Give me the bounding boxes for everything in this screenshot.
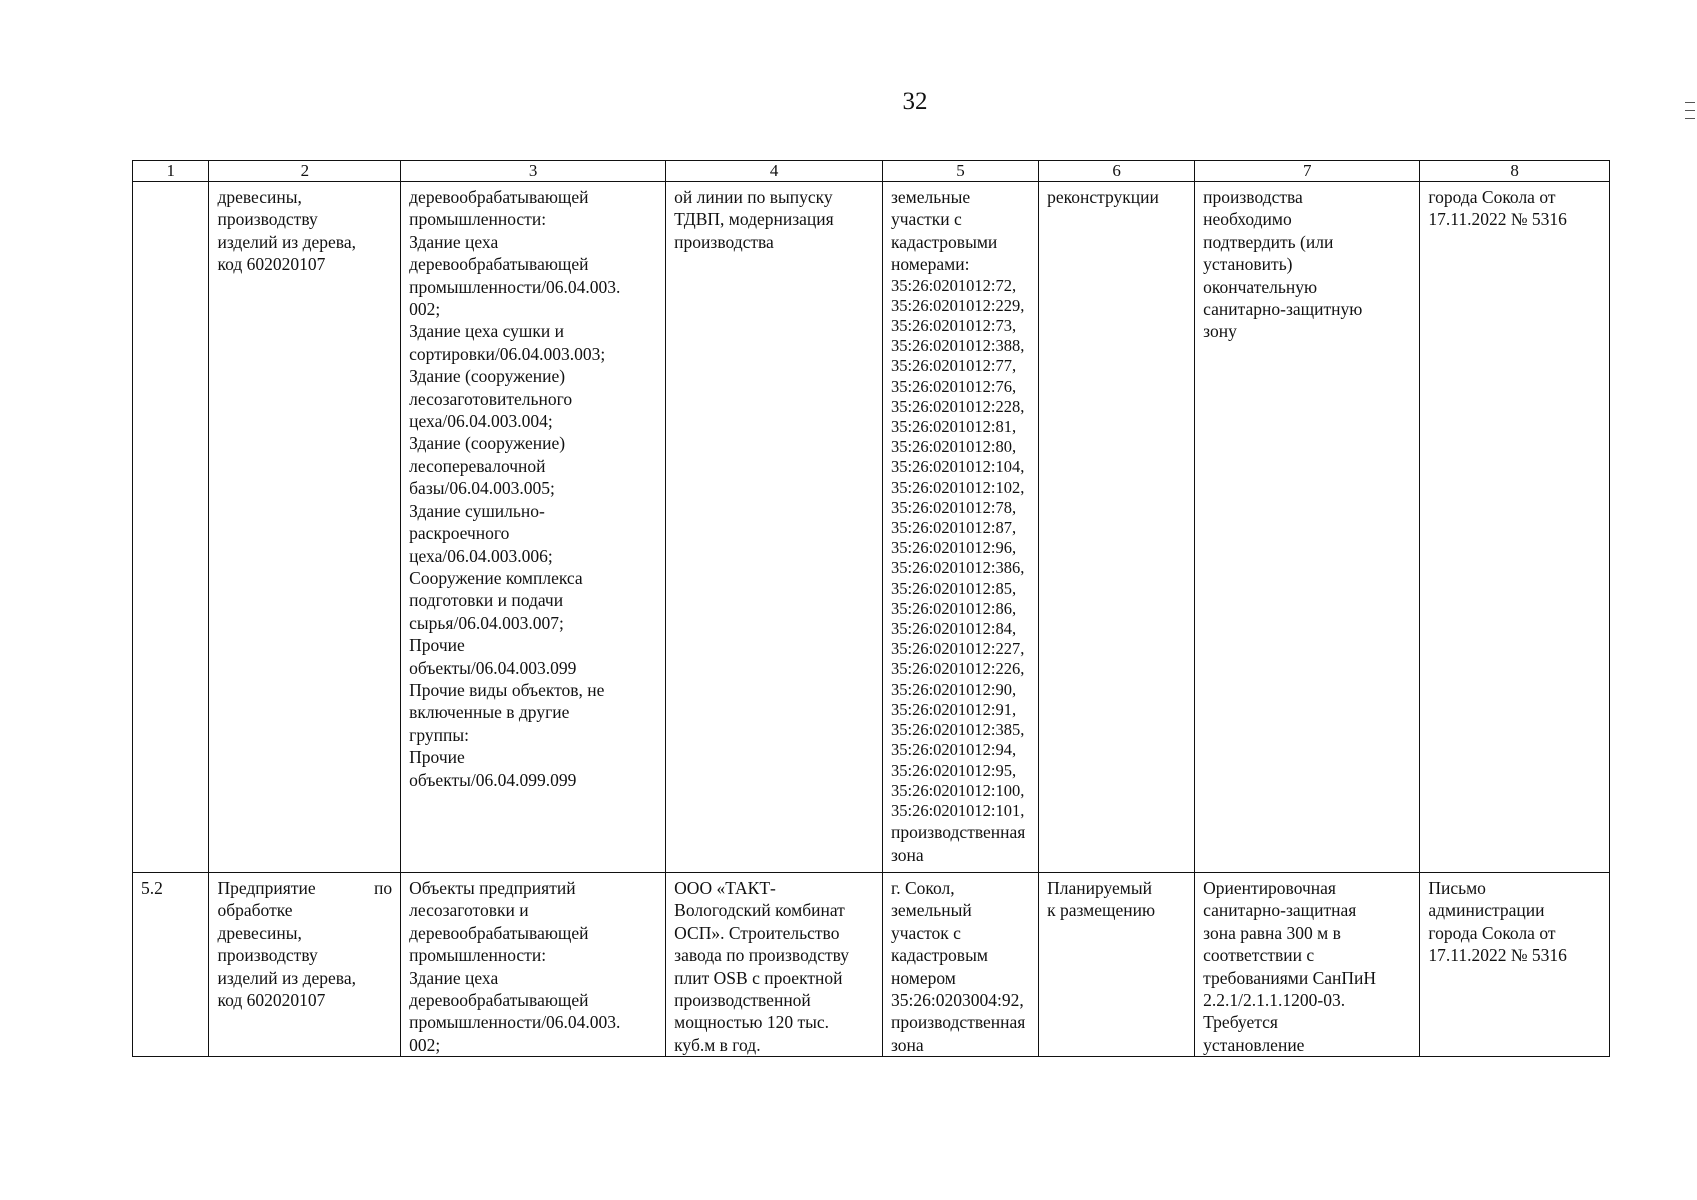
margin-mark [1685, 102, 1695, 126]
text-line: деревообрабатывающей [409, 254, 589, 275]
text-line: производства [674, 231, 774, 252]
location-intro [891, 186, 1030, 276]
text-line: Прочие виды объектов, не [409, 679, 605, 700]
text-line: 35:26:0201012:226, [891, 659, 1025, 679]
cell-status [1039, 182, 1195, 873]
text-line: 35:26:0201012:87, [891, 518, 1017, 538]
text-line: производства [1203, 187, 1303, 207]
text-line: 35:26:0201012:85, [891, 578, 1017, 598]
text-line: цеха/06.04.003.004; [409, 411, 553, 432]
cell-number [133, 182, 209, 873]
header-cell: 3 [401, 161, 666, 182]
text-line: деревообрабатывающей [409, 990, 589, 1011]
text-line: производству [217, 945, 318, 966]
text-line: лесозаготовительного [409, 388, 573, 409]
text-line: 35:26:0201012:94, [891, 740, 1017, 760]
text-line: 35:26:0201012:95, [891, 760, 1017, 780]
cell-status [1039, 873, 1195, 1057]
text-line: Здание цеха сушки и [409, 321, 564, 342]
cell-location [883, 182, 1039, 873]
text-line: 35:26:0201012:100, [891, 780, 1025, 800]
text-line: сортировки/06.04.003.003; [409, 343, 606, 364]
text-line: 35:26:0201012:76, [891, 376, 1017, 396]
text-line: Здание цеха [409, 967, 499, 988]
cell-sanitary-zone [1195, 873, 1420, 1057]
text-line: 35:26:0201012:72, [891, 275, 1017, 295]
text-line: 002; [409, 1034, 441, 1055]
enterprise-rest [217, 899, 392, 1011]
text-line: лесозаготовки и [409, 900, 529, 921]
text-line: города Сокола от [1428, 187, 1556, 207]
cadastral-numbers [891, 276, 1030, 821]
text-line: промышленности: [409, 945, 547, 966]
text-line: администрации [1428, 900, 1545, 921]
page-number: 32 [902, 88, 928, 115]
text-line: изделий из дерева, [217, 967, 356, 988]
header-cell: 6 [1039, 161, 1195, 182]
text-line: земельный [891, 900, 972, 921]
text-line: санитарно-защитная [1203, 900, 1357, 921]
text-line: 35:26:0201012:229, [891, 295, 1025, 315]
text-line: завода по производству [674, 945, 850, 966]
text-line: 35:26:0201012:77, [891, 356, 1017, 376]
text-line: участки с [891, 209, 962, 230]
text-line: окончательную [1203, 276, 1318, 297]
text-line: г. Сокол, [891, 878, 955, 898]
enterprise-first-line [217, 877, 392, 899]
header-cell: 4 [666, 161, 883, 182]
text-line: раскроечного [409, 523, 510, 544]
text-line: производственная [891, 822, 1026, 843]
text-line: номером [891, 967, 956, 988]
text-line: 35:26:0201012:81, [891, 417, 1017, 437]
text-line: 35:26:0201012:80, [891, 437, 1017, 457]
text-line: изделий из дерева, [217, 231, 356, 252]
text-line: номерами: [891, 254, 970, 275]
text-line: куб.м в год. [674, 1034, 761, 1055]
cell-location [883, 873, 1039, 1057]
text-line: 2.2.1/2.1.1.1200-03. [1203, 990, 1346, 1011]
enterprise-word: по [374, 878, 393, 898]
text-line: объекты/06.04.099.099 [409, 769, 577, 790]
text-line: реконструкции [1047, 187, 1159, 207]
cell-document [1420, 873, 1610, 1057]
text-line: код 602020107 [217, 254, 326, 275]
text-line: ООО «ТАКТ- [674, 878, 776, 898]
enterprise-word: Предприятие [217, 878, 316, 898]
text-line: ой линии по выпуску [674, 187, 833, 207]
document-table [132, 160, 1610, 1057]
text-line: кадастровым [891, 945, 988, 966]
text-line: 17.11.2022 № 5316 [1428, 209, 1567, 230]
header-cell: 5 [883, 161, 1039, 182]
text-line: промышленности/06.04.003. [409, 1012, 621, 1033]
text-line: необходимо [1203, 209, 1292, 230]
text-line: зону [1203, 321, 1237, 342]
header-cell: 2 [209, 161, 401, 182]
text-line: сырья/06.04.003.007; [409, 612, 564, 633]
text-line: Прочие [409, 635, 465, 656]
text-line: обработке [217, 900, 293, 921]
text-line: Здание сушильно- [409, 500, 545, 521]
text-line: 35:26:0201012:78, [891, 497, 1017, 517]
text-line: 002; [409, 299, 441, 320]
text-line: 35:26:0201012:388, [891, 336, 1025, 356]
text-line: лесоперевалочной [409, 455, 546, 476]
text-line: Вологодский комбинат [674, 900, 845, 921]
text-line: Объекты предприятий [409, 878, 576, 898]
location-outro [891, 821, 1030, 866]
cell-number: 5.2 [133, 873, 209, 1057]
text-line: подтвердить (или [1203, 231, 1334, 252]
text-line: древесины, [217, 187, 302, 207]
text-line: земельные [891, 187, 971, 207]
text-line: Планируемый [1047, 878, 1152, 898]
text-line: 17.11.2022 № 5316 [1428, 945, 1567, 966]
header-cell: 7 [1195, 161, 1420, 182]
text-line: 35:26:0201012:228, [891, 396, 1025, 416]
cell-enterprise [209, 182, 401, 873]
text-line: Требуется [1203, 1012, 1278, 1033]
text-line: деревообрабатывающей [409, 187, 589, 207]
text-line: 35:26:0201012:386, [891, 558, 1025, 578]
text-line: производству [217, 209, 318, 230]
text-line: 35:26:0201012:96, [891, 538, 1017, 558]
text-line: 35:26:0203004:92, [891, 990, 1024, 1011]
text-line: Здание (сооружение) [409, 433, 566, 454]
cell-document [1420, 182, 1610, 873]
cell-organization [666, 182, 883, 873]
text-line: 35:26:0201012:385, [891, 720, 1025, 740]
text-line: Прочие [409, 747, 465, 768]
text-line: объекты/06.04.003.099 [409, 657, 577, 678]
text-line: Письмо [1428, 878, 1486, 898]
text-line: установление [1203, 1034, 1305, 1055]
text-line: базы/06.04.003.005; [409, 478, 555, 499]
text-line: деревообрабатывающей [409, 922, 589, 943]
text-line: 35:26:0201012:101, [891, 800, 1025, 820]
text-line: 35:26:0201012:102, [891, 477, 1025, 497]
cell-enterprise [209, 873, 401, 1057]
text-line: плит OSB с проектной [674, 967, 843, 988]
text-line: производственной [674, 990, 811, 1011]
header-cell: 8 [1420, 161, 1610, 182]
text-line: 35:26:0201012:90, [891, 679, 1017, 699]
text-line: Сооружение комплекса [409, 567, 583, 588]
text-line: требованиями СанПиН [1203, 967, 1377, 988]
header-cell: 1 [133, 161, 209, 182]
text-line: Здание цеха [409, 231, 499, 252]
text-line: Здание (сооружение) [409, 366, 566, 387]
text-line: мощностью 120 тыс. [674, 1012, 830, 1033]
cell-objects [401, 182, 666, 873]
text-line: Ориентировочная [1203, 878, 1336, 898]
text-line: 35:26:0201012:73, [891, 316, 1017, 336]
text-line: 35:26:0201012:104, [891, 457, 1025, 477]
text-line: 35:26:0201012:84, [891, 619, 1017, 639]
text-line: города Сокола от [1428, 922, 1556, 943]
cell-objects [401, 873, 666, 1057]
text-line: древесины, [217, 922, 302, 943]
table-row-continuation [133, 182, 1610, 873]
table-header-row [133, 161, 1610, 182]
text-line: участок с [891, 922, 961, 943]
text-line: ОСП». Строительство [674, 922, 840, 943]
table-row-5-2 [133, 873, 1610, 1057]
text-line: 35:26:0201012:91, [891, 699, 1017, 719]
text-line: зона [891, 1034, 924, 1055]
cell-organization [666, 873, 883, 1057]
text-line: ТДВП, модернизация [674, 209, 834, 230]
text-line: к размещению [1047, 900, 1156, 921]
text-line: установить) [1203, 254, 1293, 275]
text-line: зона равна 300 м в [1203, 922, 1341, 943]
text-line: кадастровыми [891, 231, 998, 252]
text-line: подготовки и подачи [409, 590, 564, 611]
text-line: промышленности/06.04.003. [409, 276, 621, 297]
text-line: код 602020107 [217, 990, 326, 1011]
text-line: 35:26:0201012:227, [891, 639, 1025, 659]
text-line: производственная [891, 1012, 1026, 1033]
text-line: цеха/06.04.003.006; [409, 545, 553, 566]
text-line: промышленности: [409, 209, 547, 230]
text-line: включенные в другие [409, 702, 570, 723]
text-line: группы: [409, 724, 469, 745]
cell-sanitary-zone [1195, 182, 1420, 873]
text-line: зона [891, 844, 924, 865]
text-line: 35:26:0201012:86, [891, 598, 1017, 618]
text-line: санитарно-защитную [1203, 299, 1363, 320]
text-line: соответствии с [1203, 945, 1315, 966]
